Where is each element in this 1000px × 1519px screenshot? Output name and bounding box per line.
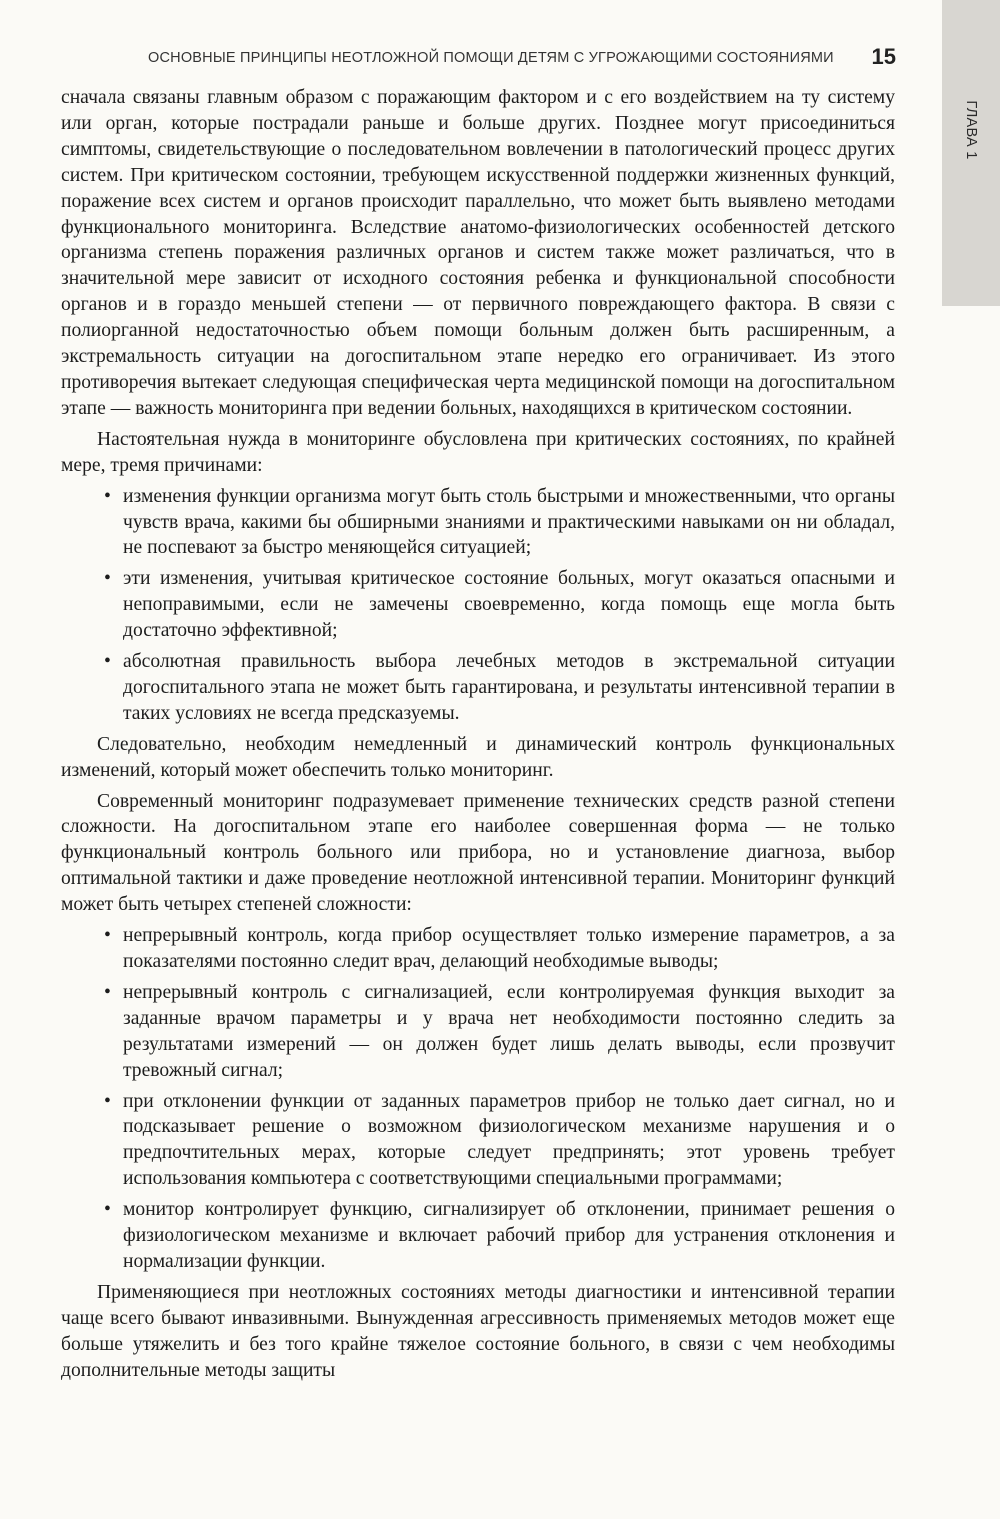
- list-item-text: абсолютная правильность выбора лечебных методов в экстремальной ситуации догоспитального этапа не может быть гарантирована, и результаты интенсивной терапии в таких условиях не всегда предсказуемы.: [123, 651, 895, 724]
- page-body: [61, 85, 895, 1389]
- list-item: [61, 1089, 895, 1193]
- bullet-icon: •: [104, 568, 111, 590]
- list-item: [61, 980, 895, 1084]
- list-item: [61, 649, 895, 727]
- list-item: [61, 923, 895, 975]
- list-item: [61, 1197, 895, 1275]
- paragraph-continued: сначала связаны главным образом с поражающим фактором и с его воздействием на ту систему или орган, которые пострадали раньше и больше других. Позднее могут присоединиться симптомы, свидетельствующие о последовательном вовлечении в патологический процесс других систем. При критическом состоянии, требующем искусственной поддержки жизненных функций, поражение всех систем и органов происходит параллельно, что может быть выявлено методами функционального мониторинга. Вследствие анатомо-физиологических особенностей детского организма степень поражения различных органов и систем также может различаться, что в значительной мере зависит от исходного состояния ребенка и функциональной способности органов и в гораздо меньшей степени — от первичного повреждающего фактора. В связи с полиорганной недостаточностью объем помощи больным должен быть расширенным, а экстремальность ситуации на догоспитальном этапе нередко его ограничивает. Из этого противоречия вытекает следующая специфическая черта медицинской помощи на догоспитальном этапе — важность мониторинга при ведении больных, находящихся в критическом состоянии.: [61, 87, 895, 419]
- list-item: [61, 484, 895, 562]
- list-item: [61, 566, 895, 644]
- paragraph-monitoring-need: Настоятельная нужда в мониторинге обусловлена при критических состояниях, по крайней мере, тремя причинами:: [61, 428, 895, 476]
- list-item-text: при отклонении функции от заданных параметров прибор не только дает сигнал, но и подсказывает решение о возможном физиологическом механизме нарушения и о предпочтительных мерах, которые следует предпринять; этот уровень требует использования компьютера с соответствующими специальными программами;: [123, 1090, 895, 1190]
- page-number: 15: [871, 44, 896, 69]
- chapter-tab-label: ГЛАВА 1: [963, 100, 979, 160]
- list-item-text: изменения функции организма могут быть столь быстрыми и множественными, что органы чувств врача, какими бы обширными знаниями и практическими навыками он ни обладал, не поспевают за быстро меняющейся ситуацией;: [123, 485, 895, 559]
- running-title: ОСНОВНЫЕ ПРИНЦИПЫ НЕОТЛОЖНОЙ ПОМОЩИ ДЕТЯМ С УГРОЖАЮЩИМИ СОСТОЯНИЯМИ: [148, 50, 834, 66]
- bullet-icon: •: [104, 981, 111, 1003]
- bullet-icon: •: [104, 651, 111, 673]
- paragraph-modern-monitoring: Современный мониторинг подразумевает применение технических средств разной степени сложности. На догоспитальном этапе его наиболее совершенная форма — не только функциональный контроль больного или прибора, но и установление диагноза, выбор оптимальной тактики и даже проведение неотложной интенсивной терапии. Мониторинг функций может быть четырех степеней сложности:: [61, 790, 895, 916]
- bullet-icon: •: [104, 1199, 111, 1221]
- bullet-icon: •: [104, 1090, 111, 1112]
- list-item-text: непрерывный контроль с сигнализацией, если контролируемая функция выходит за заданные врачом параметры и у врача нет необходимости постоянно следить за результатами измерений — он должен будет лишь делать выводы, если прозвучит тревожный сигнал;: [123, 981, 895, 1081]
- paragraph-consequently: Следовательно, необходим немедленный и динамический контроль функциональных изменений, который может обеспечить только мониторинг.: [61, 733, 895, 781]
- paragraph-invasive-methods: Применяющиеся при неотложных состояниях методы диагностики и интенсивной терапии чаще всего бывают инвазивными. Вынужденная агрессивность применяемых методов может еще больше утяжелить и без того крайне тяжелое состояние больного, в связи с чем необходимы дополнительные методы защиты: [61, 1281, 895, 1381]
- list-item-text: эти изменения, учитывая критическое состояние больных, могут оказаться опасными и непоправимыми, если не замечены своевременно, когда помощь еще могла быть достаточно эффективной;: [123, 568, 895, 642]
- bullet-icon: •: [104, 485, 111, 507]
- page-header: [60, 44, 902, 74]
- reasons-list: [61, 484, 895, 727]
- complexity-levels-list: [61, 923, 895, 1275]
- bullet-icon: •: [104, 925, 111, 947]
- list-item-text: монитор контролирует функцию, сигнализирует об отклонении, принимает решения о физиологическом механизме и включает рабочий прибор для устранения отклонения и нормализации функции.: [123, 1199, 895, 1272]
- chapter-tab: [942, 0, 1000, 306]
- list-item-text: непрерывный контроль, когда прибор осуществляет только измерение параметров, а за показателями постоянно следит врач, делающий необходимые выводы;: [123, 925, 895, 972]
